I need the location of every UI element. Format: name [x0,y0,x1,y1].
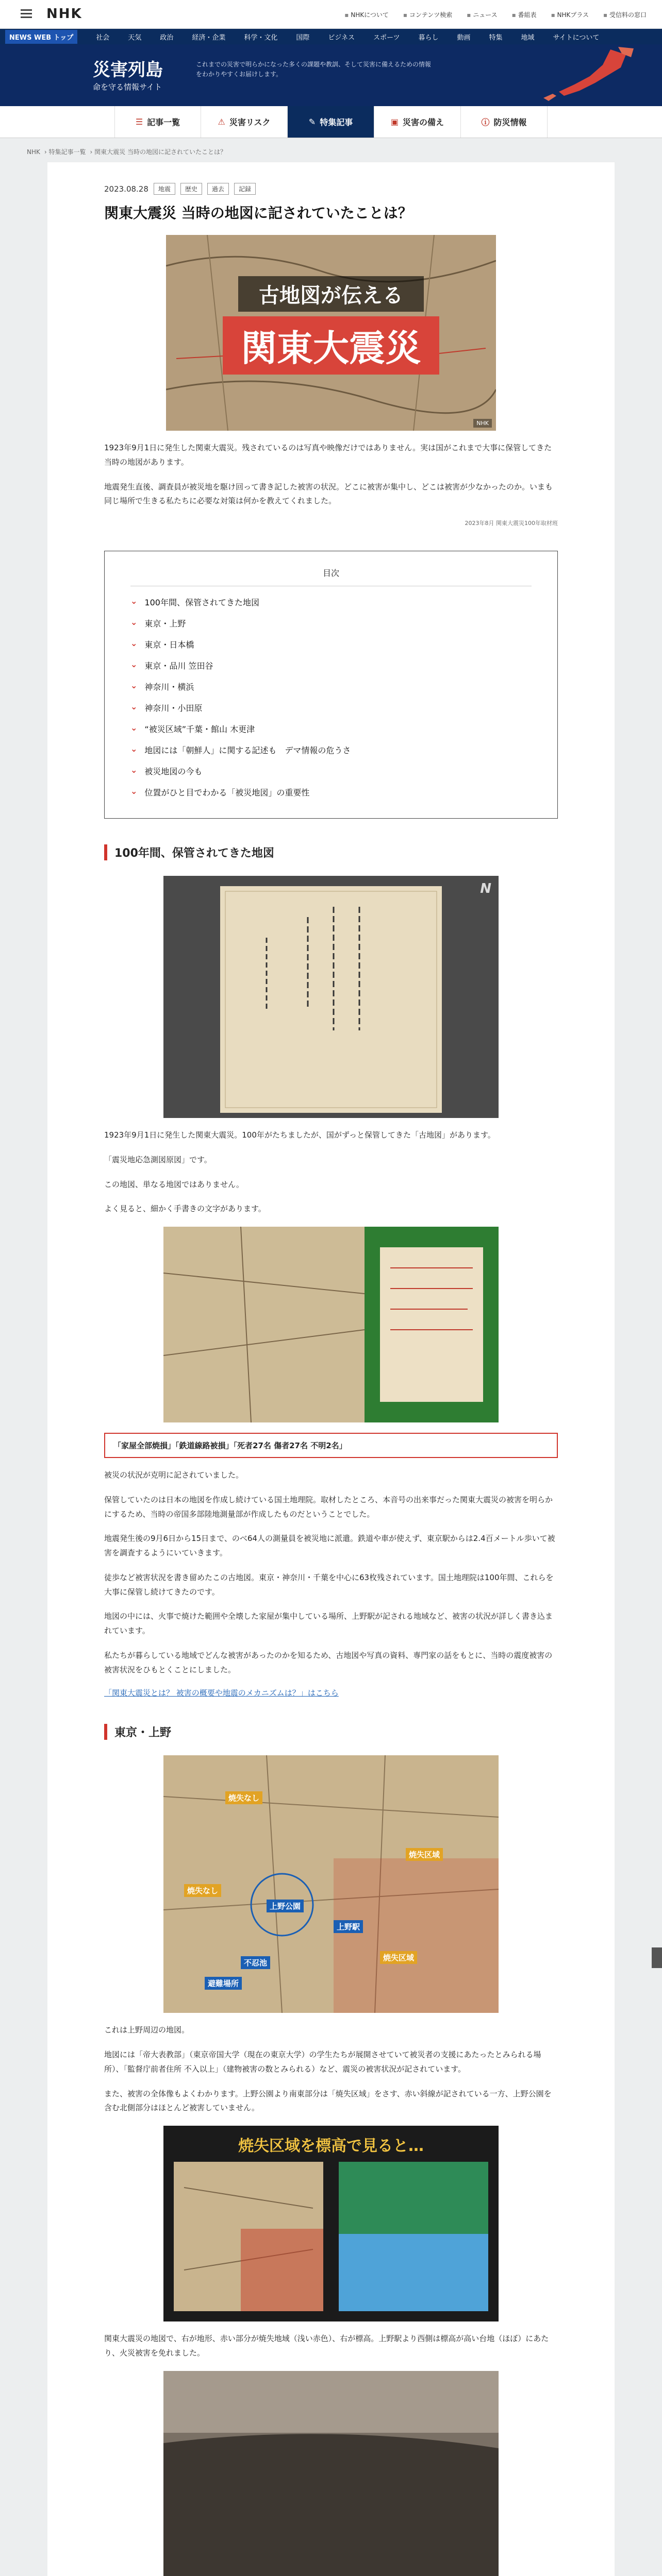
nav-item[interactable]: 科学・文化 [244,33,278,42]
nav-item[interactable]: 天気 [128,33,142,42]
hero-image [166,235,496,431]
tab-feature-articles[interactable] [288,106,374,138]
body-paragraph: 地図の中には、火事で焼けた範囲や全壊した家屋が集中している場所、上野駅が記される地域など、被害の状況が詳しく書き込まれています。 [104,1612,553,1635]
breadcrumb-item[interactable]: 特集記事一覧 [48,148,86,156]
body-paragraph: また、被害の全体像もよくわかります。上野公園より南東部分は「焼失区域」をさす、赤い斜線が記されている一方、上野公園を含む北側部分はほとんど被害していません。 [104,2089,552,2113]
info-icon: ⓘ [481,117,490,127]
banner-title: 災害列島 [93,60,163,80]
hero-caption-1: 古地図が伝える [238,276,424,312]
toc-item[interactable]: ⌄ 東京・品川 笠田谷 [130,655,532,676]
warning-icon: ⚠ [218,117,225,127]
nav-item[interactable]: 国際 [296,33,310,42]
breadcrumb-item: 関東大震災 当時の地図に記されていたことは？ [94,148,226,156]
body-paragraph: 私たちが暮らしている地域でどんな被害があったのかを知るため、古地図や写真の資料、専門家の話をもとに、当時の震度被害の被害状況をひもとくことにしました。 [104,1650,553,1674]
annotated-map-illustration [163,1227,499,1422]
toc-item[interactable]: ⌄ 地図には「朝鮮人」に関する記述も デマ情報の危うさ [130,739,532,760]
map-label: 避難場所 [205,1977,242,1990]
breadcrumb: NHK › 特集記事一覧 › 関東大震災 当時の地図に記されていたことは？ [27,148,226,156]
tag[interactable]: 記録 [234,183,256,195]
body-paragraph: 地震発生後の9月6日から15日まで、のべ64人の測量員を被災地に派遣。鉄道や車が使えず、東京駅からは2.4百メートル歩いて被害を調査するようにいていきます。 [104,1534,555,1557]
tab-label: 災害の備え [403,117,444,127]
body-paragraph: これは上野周辺の地図。 [104,2025,190,2035]
nhk-logo[interactable]: NHK [46,6,82,22]
bag-icon: ▣ [390,117,399,127]
table-of-contents [104,551,558,819]
lead-paragraph: 地震発生直後、調査員が被災地を駆け回って書き記した被害の状況。どこに被害が集中し、どこは被害が少なかったのか。いまも同じ場所で生きる私たちに必要な対策は何かを教えてくれました。 [104,482,553,506]
nav-item[interactable]: 地域 [521,33,535,42]
ueno-map [163,1755,499,2013]
top-link[interactable]: ▪ NHKプラス [551,10,589,19]
crowd-illustration [163,2371,499,2576]
tab-label: 特集記事 [320,117,353,127]
article [47,162,615,2576]
tab-label: 記事一覧 [147,117,180,127]
nav-item[interactable]: 経済・企業 [192,33,226,42]
body-paragraph: 保管していたのは日本の地図を作成し続けている国土地理院。取材したところ、本音号の出来事だった関東大震災の被害を明らかにするため、当時の帝国多部陸地測量部が作成したものだということでした。 [104,1495,553,1519]
body-paragraph: 1923年9月1日に発生した関東大震災。100年がたちましたが、国がずっと保管してきた「古地図」があります。 [104,1130,495,1140]
tab-disaster-risk[interactable] [201,106,288,138]
map-label: 上野駅 [334,1920,363,1933]
map-label: 上野公園 [267,1900,304,1912]
toc-item[interactable]: ⌄ 位置がひと目でわかる「被災地図」の重要性 [130,782,532,803]
tab-disaster-info[interactable] [461,106,548,138]
japan-map-icon [507,44,641,106]
lead-paragraph: 1923年9月1日に発生した関東大震災。残されているのは写真や映像だけではありません。実は国がこれまで大事に保管してきた当時の地図があります。 [104,443,552,467]
body-paragraph: 関東大震災の地図で、右が地形、赤い部分が焼失地域（浅い赤色）、右が標高。上野駅より西側は標高が高い台地（ほぼ）にあたり、火災被害を免れました。 [104,2334,549,2358]
toc-title: 目次 [130,567,532,586]
toc-item[interactable]: ⌄ 神奈川・横浜 [130,676,532,697]
nav-item[interactable]: ビジネス [328,33,355,42]
body-paragraph: 被災の状況が克明に記されていました。 [104,1470,244,1480]
toc-item[interactable]: ⌄ “被災区域”千葉・館山 木更津 [130,718,532,739]
related-article-link[interactable]: 「関東大震災とは？ 被害の概要や地震のメカニズムは？」はこちら [104,1688,339,1698]
nav-item[interactable]: サイトについて [553,33,600,42]
banner-description: これまでの災害で明らかになった多くの課題や教訓、そして災害に備えるための情報をわかりやすくお届けします。 [196,61,432,78]
toc-item[interactable]: ⌄ 100年間、保管されてきた地図 [130,591,532,613]
elevation-comparison-image [163,2126,499,2321]
pencil-icon: ✎ [308,117,316,127]
map-label: 焼失なし [225,1791,262,1804]
archive-document-photo [163,876,499,1118]
body-paragraph: この地図、単なる地図ではありません。 [104,1179,244,1189]
lead-date: 2023年8月 関東大震災100年取材班 [465,520,558,527]
map-label: 焼失区域 [406,1848,443,1861]
top-bar [0,0,662,29]
nav-item[interactable]: 特集 [489,33,503,42]
toc-item[interactable]: ⌄ 東京・上野 [130,613,532,634]
top-links [344,10,647,19]
toc-item[interactable]: ⌄ 神奈川・小田原 [130,697,532,718]
breadcrumb-item[interactable]: NHK [27,148,40,156]
banner-subtitle: 命を守る情報サイト [93,82,162,92]
nav-item[interactable]: 政治 [160,33,174,42]
tab-label: 災害リスク [229,117,271,127]
tab-label: 防災情報 [493,117,527,127]
article-meta [104,183,558,195]
elevation-illustration [163,2157,499,2321]
section-heading: 100年間、保管されてきた地図 [104,844,558,860]
highlight-box: 「家屋全部焼損」「鉄道線路被損」「死者27名 傷者27名 不明2名」 [104,1433,558,1458]
body-paragraph: よく見ると、細かく手書きの文字があります。 [104,1204,266,1214]
top-link[interactable]: ▪ ニュース [467,10,497,19]
tag[interactable]: 歴史 [180,183,202,195]
tab-preparation[interactable] [374,106,461,138]
nav-item[interactable]: スポーツ [373,33,400,42]
nav-item-top[interactable]: NEWS WEB トップ [5,30,77,44]
body-paragraph: 徒歩など被害状況を書き留めたこの古地図。東京・神奈川・千葉を中心に63枚残されています。国土地理院は100年間、これらを大事に保管し続けてきたのです。 [104,1572,554,1597]
top-link[interactable]: ▪ NHKについて [344,10,389,19]
body-paragraph: 「震災地応急測図原図」です。 [104,1155,212,1164]
toc-item[interactable]: ⌄ 東京・日本橋 [130,634,532,655]
elevation-title: 焼失区域を標高で見ると… [238,2137,424,2155]
scroll-handle[interactable] [652,1947,662,1968]
list-icon: ☰ [135,117,143,127]
article-title: 関東大震災 当時の地図に記されていたことは？ [104,205,412,222]
section-tabs [0,106,662,138]
news-nav [0,29,662,44]
top-link[interactable]: ▪ コンテンツ検索 [403,10,452,19]
map-label: 不忍池 [241,1956,270,1969]
nhk-watermark-icon: N [480,881,491,896]
nav-item[interactable]: 社会 [96,33,110,42]
historic-crowd-photo [163,2371,499,2576]
map-label: 焼失なし [184,1884,221,1897]
tag[interactable]: 過去 [207,183,229,195]
hero-credit: NHK [473,419,492,428]
menu-icon[interactable] [21,9,32,19]
nav-item[interactable]: 暮らし [418,33,439,42]
section-heading: 東京・上野 [104,1724,558,1740]
annotated-map-photo [163,1227,499,1422]
hero-caption-2: 関東大震災 [223,316,439,375]
tag[interactable]: 地震 [154,183,175,195]
map-label: 焼失区域 [380,1951,417,1964]
site-banner[interactable] [0,44,662,106]
top-link[interactable]: ▪ 受信料の窓口 [603,10,647,19]
article-date: 2023.08.28 [104,184,148,194]
document-illustration [163,876,499,1118]
nav-item[interactable]: 動画 [457,33,471,42]
body-paragraph: 地図には「帝大表教部」（東京帝国大学（現在の東京大学）の学生たちが展開させていて被災者の支援にあたったとみられる場所）、「監督庁前者住所 不入以上」（建物被害の数とみられる）など、震災の被害状況が記されています。 [104,2050,541,2074]
toc-item[interactable]: ⌄ 被災地図の今も [130,760,532,782]
top-link[interactable]: ▪ 番組表 [512,10,537,19]
tab-article-list[interactable] [114,106,201,138]
